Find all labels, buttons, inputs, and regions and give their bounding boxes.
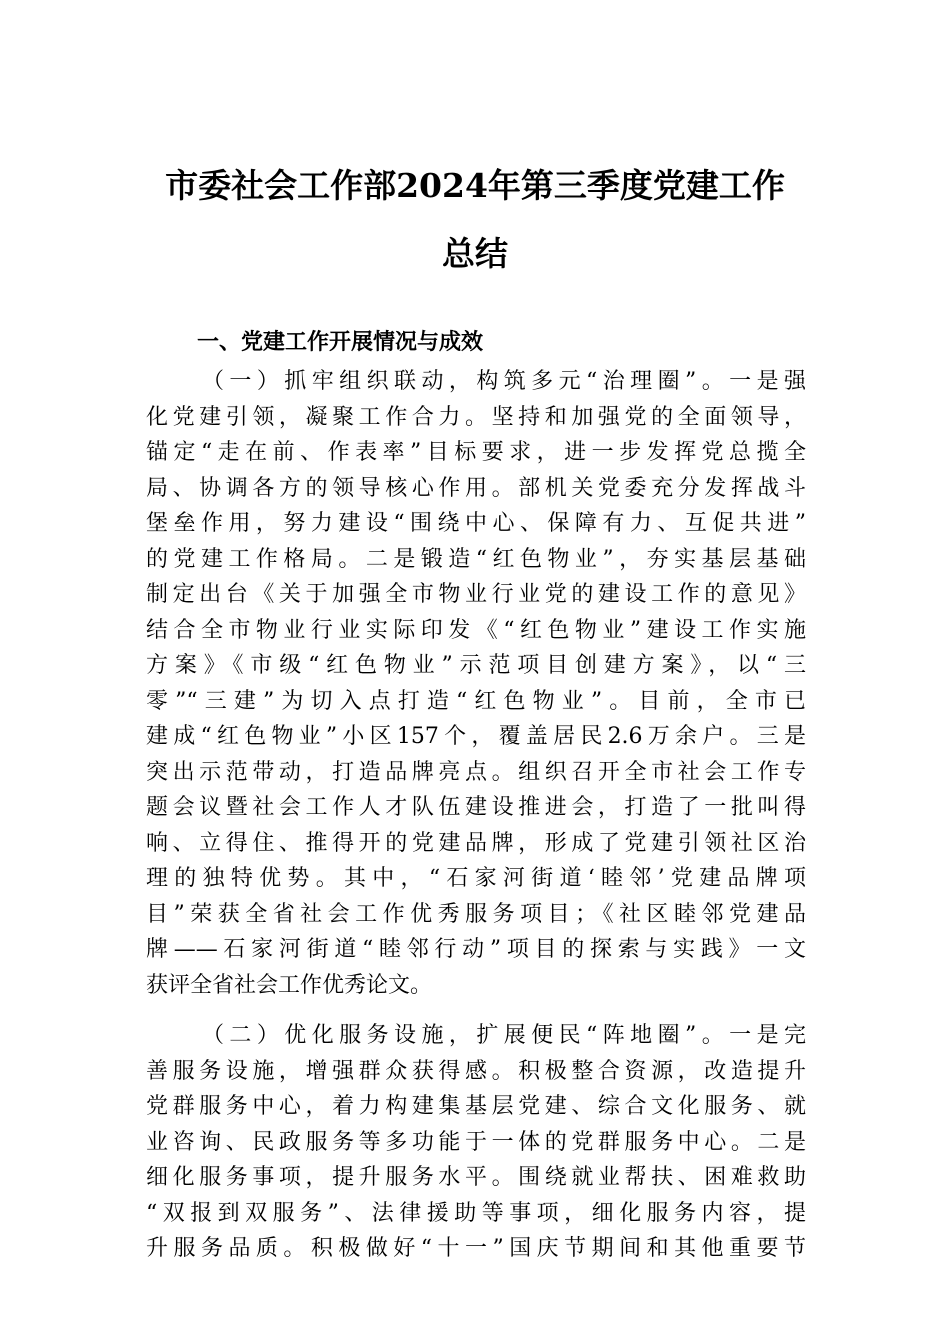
paragraph-line: 的党建工作格局。二是锻造“红色物业”，夯实基层基础 [146,546,806,572]
paragraph-line: 零”“三建”为切入点打造“红色物业”。目前，全市已 [146,688,806,714]
paragraph-line: 理的独特优势。其中，“石家河街道‘睦邻’党建品牌项 [146,866,806,891]
paragraph-line: 锚定“走在前、作表率”目标要求，进一步发挥党总揽全 [146,440,806,465]
paragraph-line: 堡垒作用，努力建设“围绕中心、保障有力、互促共进” [146,511,806,536]
section-heading: 一、党建工作开展情况与成效 [197,330,484,355]
paragraph-line: 方案》《市级“红色物业”示范项目创建方案》，以“三 [146,653,806,678]
paragraph-line: 结合全市物业行业实际印发《“红色物业”建设工作实施 [146,617,806,643]
paragraph-line: 业咨询、民政服务等多功能于一体的党群服务中心。二是 [146,1129,806,1155]
paragraph-line: “双报到双服务”、法律援助等事项，细化服务内容，提 [146,1200,806,1226]
paragraph-line: 响、立得住、推得开的党建品牌，形成了党建引领社区治 [146,830,806,856]
paragraph-line: 题会议暨社会工作人才队伍建设推进会，打造了一批叫得 [146,795,806,820]
paragraph-1 [146,364,806,1003]
paragraph-line: 善服务设施，增强群众获得感。积极整合资源，改造提升 [146,1058,806,1084]
paragraph-2 [146,1018,806,1267]
paragraph-line: 党群服务中心，着力构建集基层党建、综合文化服务、就 [146,1094,806,1119]
document-title-line-1: 市委社会工作部2024年第三季度党建工作 [165,166,785,205]
paragraph-line: 获评全省社会工作优秀论文。 [146,972,433,998]
paragraph-line: 建成“红色物业”小区157个，覆盖居民2.6万余户。三是 [146,724,806,749]
paragraph-line: 化党建引领，凝聚工作合力。坚持和加强党的全面领导， [146,404,806,430]
paragraph-line: 细化服务事项，提升服务水平。围绕就业帮扶、困难救助 [146,1165,806,1190]
paragraph-line: 制定出台《关于加强全市物业行业党的建设工作的意见》 [146,582,806,607]
paragraph-line: 局、协调各方的领导核心作用。部机关党委充分发挥战斗 [146,475,806,501]
paragraph-line: （二）优化服务设施，扩展便民“阵地圈”。一是完 [202,1023,806,1048]
paragraph-line: 升服务品质。积极做好“十一”国庆节期间和其他重要节 [146,1236,806,1261]
document-title-line-2: 总结 [442,234,508,273]
paragraph-line: 牌——石家河街道“睦邻行动”项目的探索与实践》一文 [146,937,806,962]
paragraph-line: 目”荣获全省社会工作优秀服务项目；《社区睦邻党建品 [146,901,806,927]
paragraph-line: （一）抓牢组织联动，构筑多元“治理圈”。一是强 [202,369,806,394]
paragraph-line: 突出示范带动，打造品牌亮点。组织召开全市社会工作专 [146,759,806,785]
